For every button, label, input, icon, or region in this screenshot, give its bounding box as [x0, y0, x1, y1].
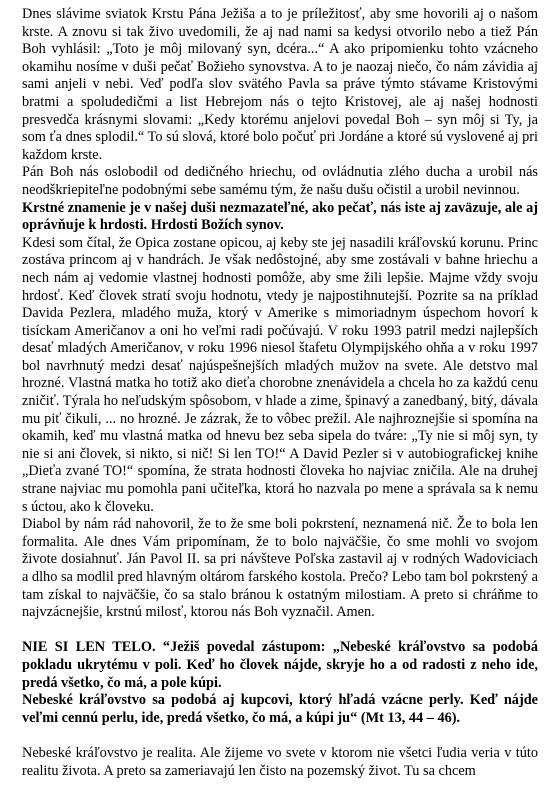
paragraph-devil-formality: Diabol by nám rád nahovoril, že to že sme boli pokrstení, neznamená nič. Že to bola len formalita. Ale dnes Vám pripomínam, že to bolo najväčšie, čo sme mohli vo svojom živote dosiahnuť. Ján Pavol II. sa pri návšteve Poľska zastavil aj v rodných Wadoviciach a dlho sa modlil pred hlavným oltárom farského kostola. Prečo? Lebo tam bol pokrstený a tam získal to najväčšie, čo sa stalo bránou k ostatným milostiam. A preto si chráňme to najvzácnejšie, krstnú milosť, ktorou nás Boh vyznačil. Amen. [22, 516, 538, 621]
paragraph-gospel-treasure: NIE SI LEN TELO. “Ježiš povedal zástupom: „Nebeské kráľovstvo sa podobá pokladu ukrytému v poli. Keď ho človek nájde, skryje ho a od radosti z neho ide, predá všetko, čo má, a pole kúpi. [22, 639, 538, 691]
paragraph-gap [22, 622, 538, 640]
paragraph-original-sin: Pán Boh nás oslobodil od dedičného hriechu, od ovládnutia zlého ducha a urobil nás neodškriepiteľne podobnými sebe samému tým, že našu dušu očistil a urobil nevinnou. [22, 164, 538, 198]
paragraph-kingdom-reality: Nebeské kráľovstvo je realita. Ale žijeme vo svete v ktorom nie všetci ľudia veria v túto realitu života. A preto sa zameriavajú len čisto na pozemský život. Tu sa chcem [22, 744, 538, 779]
paragraph-baptism-seal: Krstné znamenie je v našej duši nezmazateľné, ako pečať, nás iste aj zaväzuje, ale aj oprávňuje k hrdosti. Hrdosti Božích synov. [22, 199, 538, 234]
paragraph-baptism-intro: Dnes slávime sviatok Krstu Pána Ježiša a to je príležitosť, aby sme hovorili aj o našom krste. A znovu si tak živo uvedomili, že aj nad nami sa kedysi otvorilo nebo a tiež Pán Boh vyhlásil: „Toto je môj milovaný syn, dcéra...“ A ako pripomienku tohto vzácneho okamihu nosíme v duši pečať Božieho synovstva. A to je naozaj niečo, čo nám závidia aj sami anjeli v nebi. Veď podľa slov svätého Pavla sa práve týmto stávame Kristovými bratmi a spoludedičmi a list Hebrejom nás o tejto Kristovej, ale aj našej hodnosti presvedča krásnymi slovami: „Kedy ktorému anjelovi povedal Boh – syn môj si Ty, ja som ťa dnes splodil.“ To sú slová, ktoré bolo počuť pri Jordáne a ktoré sú vyslovené aj pri každom krste. [22, 6, 538, 163]
paragraph-david-pezler: Kdesi som čítal, že Opica zostane opicou, aj keby ste jej nasadili kráľovskú korunu. Princ zostáva princom aj v handrách. Je však nedôstojné, aby sme zostávali v bahne hriechu a nech nám aj vedomie vlastnej hodnosti pomôže, aby sme žili lepšie. Majme vždy svoju hrdosť. Keď človek stratí svoju hodnotu, vtedy je najpostihnutejší. Pozrite sa na príklad Davida Pezlera, mladého muža, ktorý v Amerike s mimoriadnym úspechom hovorí k tisíckam Američanov a oni ho veľmi radi počúvajú. V roku 1993 patril medzi najlepších desať mladých Američanov, v roku 1996 niesol štafetu Olympijského ohňa a v roku 1997 bol navrhnutý medzi desať najúspešnejších mladých mužov na svete. Ale detstvo mal hrozné. Vlastná matka ho totiž ako dieťa chorobne znenávidela a chcela ho za každú cenu zničiť. Týrala ho neľudským spôsobom, v hlade a zime, špinavý a zanedbaný, bitý, dávala mu piť čikuli, ... no hrozné. Je zázrak, že to vôbec prežil. Ale najhroznejšie si spomína na okamih, keď mu vlastná matka od hnevu bez seba sipela do tváre: „Ty nie si môj syn, ty nie si ani človek, si nikto, si nič! Si len TO!“ A David Pezler si v autobiografickej knihe „Dieťa zvané TO!“ spomína, že strata hodnosti človeka ho najviac zničila. Ale na druhej strane najviac mu pomohla pani učiteľka, ktorá ho nazvala po mene a správala sa k nemu s úctou, ako k človeku. [22, 234, 538, 515]
paragraph-gospel-pearl: Nebeské kráľovstvo sa podobá aj kupcovi, ktorý hľadá vzácne perly. Keď nájde veľmi cennú perlu, ide, predá všetko, čo má, a kúpi ju“ (Mt 13, 44 – 46). [22, 692, 538, 726]
paragraph-gap-2 [22, 727, 538, 745]
